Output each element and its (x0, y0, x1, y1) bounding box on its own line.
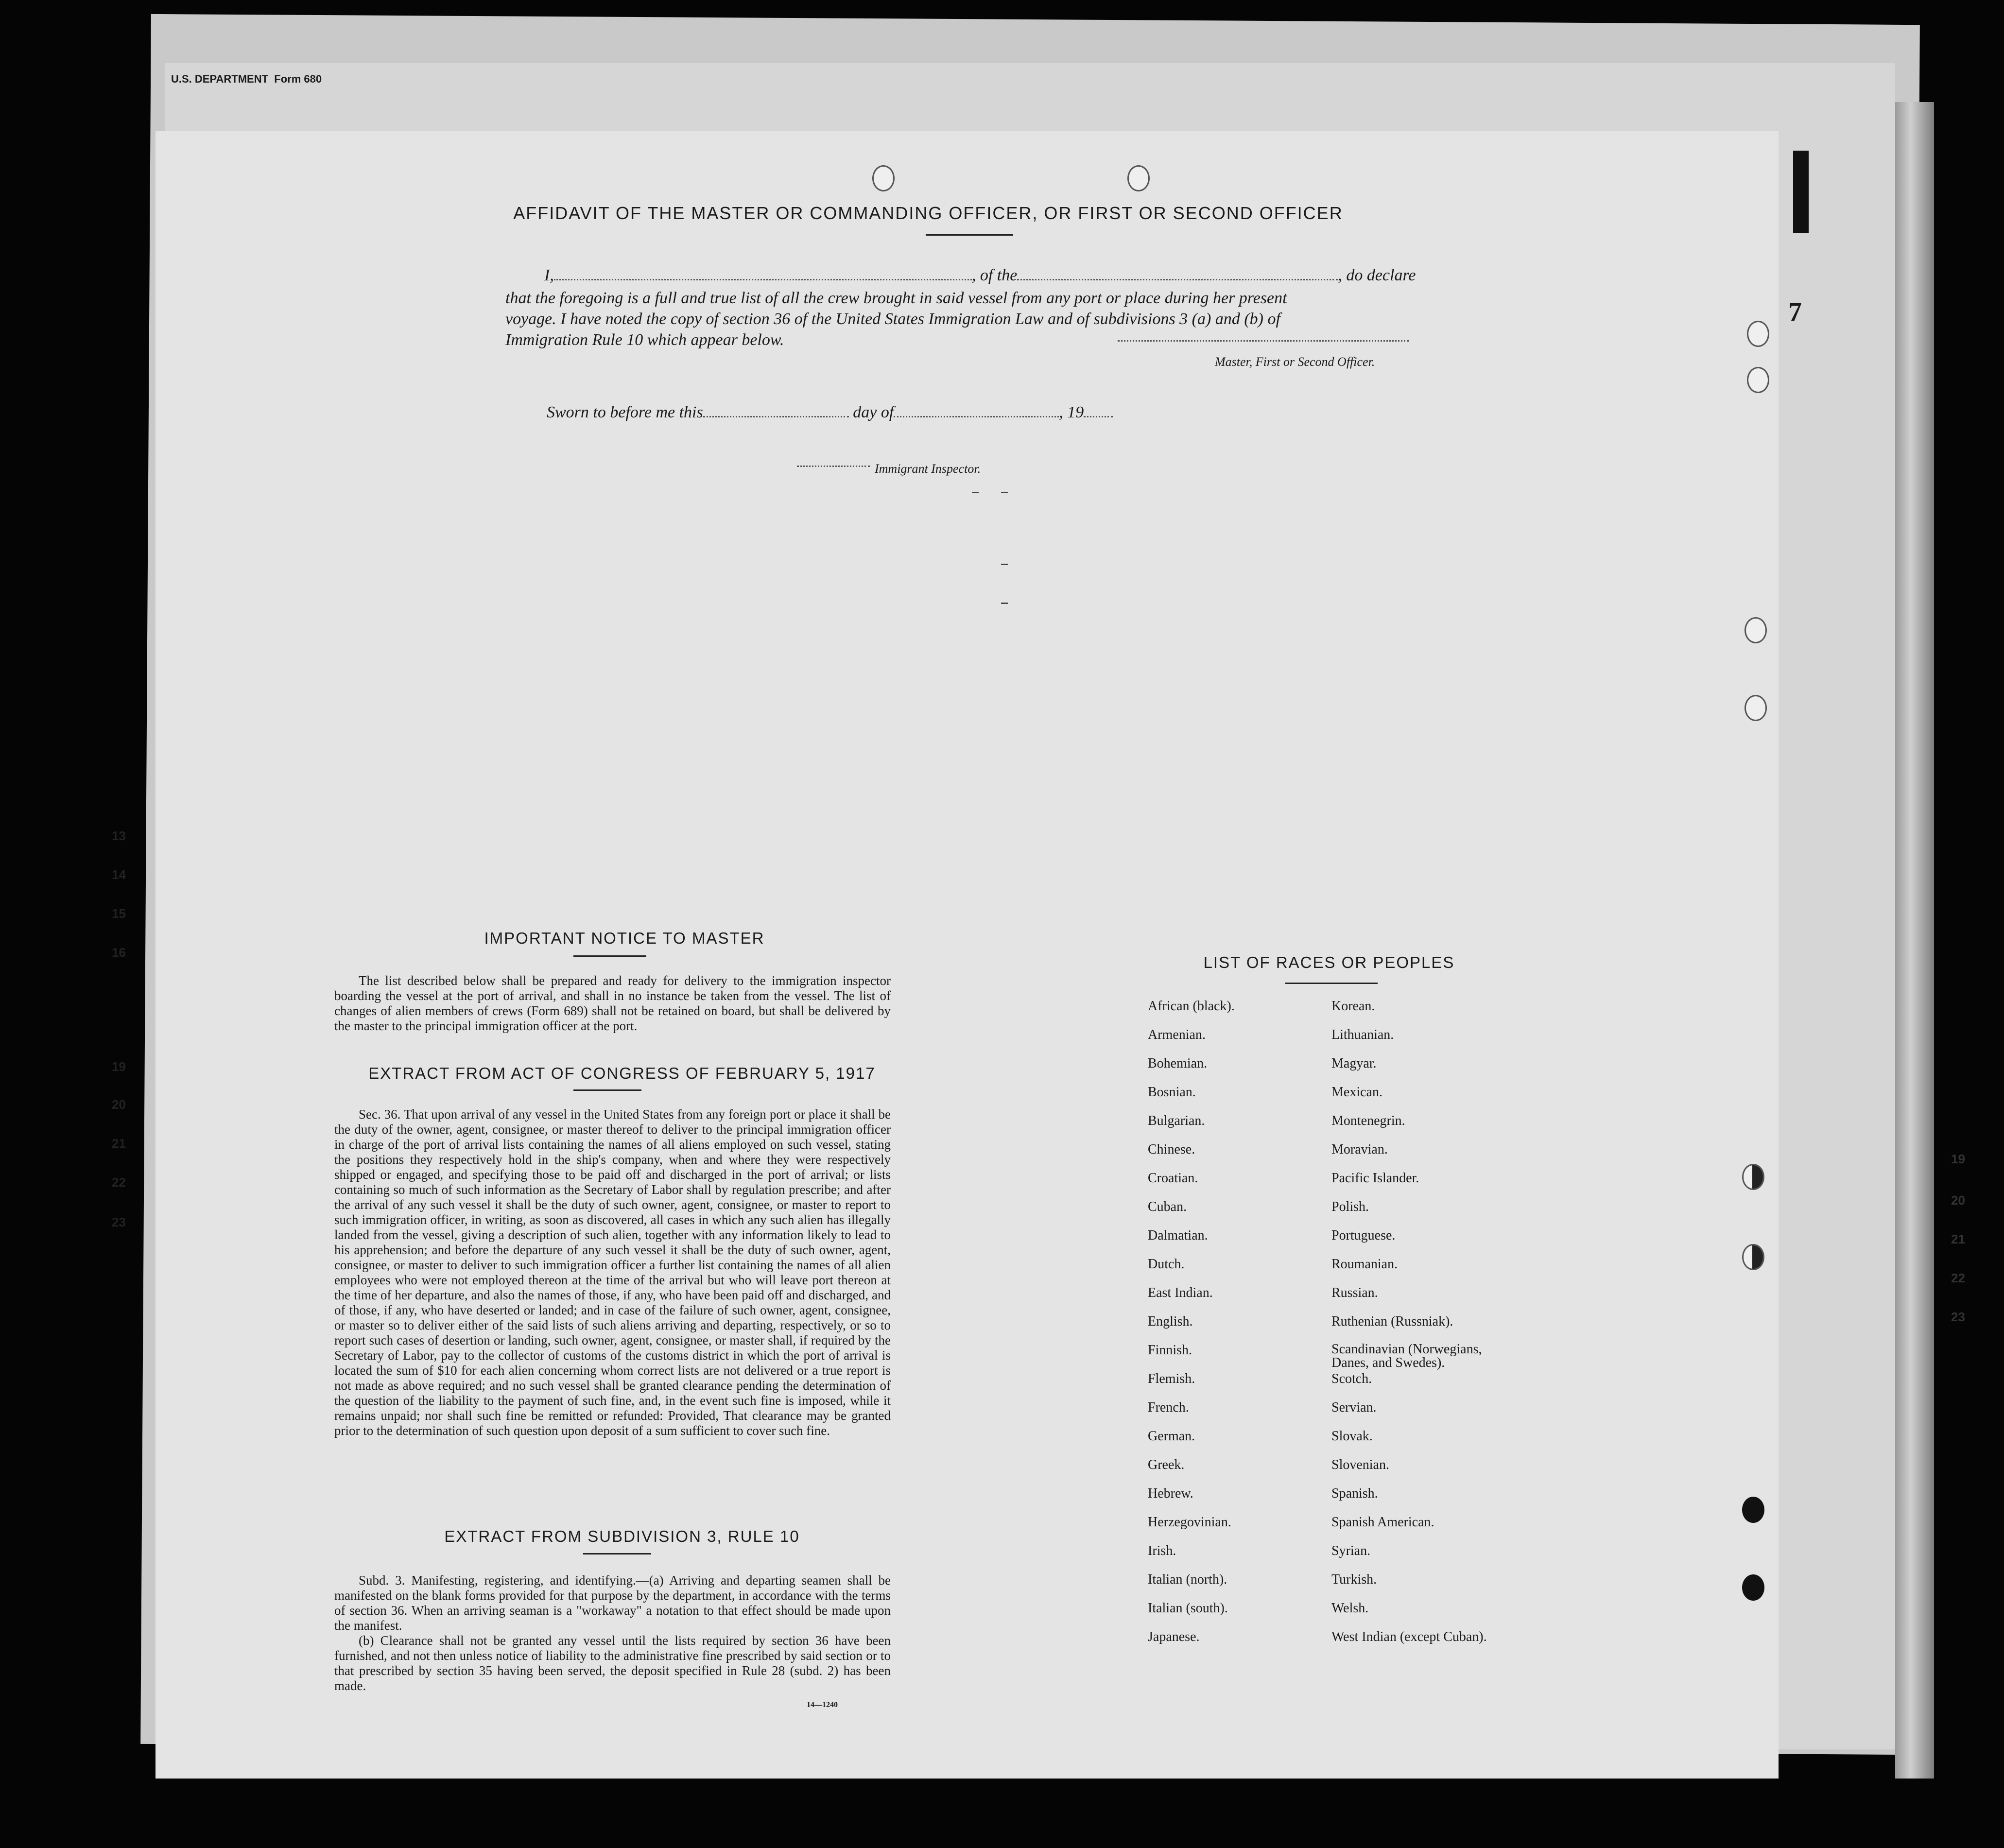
race-item: Lithuanian. (1331, 1027, 1394, 1042)
notice-text: The list described below shall be prepared and ready for delivery to the immigration inspector boarding the vessel at the port of arrival, and shall in no instance be taken from the vessel. The list of changes of alien members of crews (Form 689) shall not be retained on board, but shall be delivered by the master to the principal immigration officer at the port. (334, 973, 891, 1033)
punch-hole (1742, 1497, 1764, 1523)
sworn-year-blank[interactable] (1084, 416, 1113, 417)
race-item: Armenian. (1148, 1027, 1206, 1042)
race-item: African (black). (1148, 999, 1235, 1014)
race-item: Bulgarian. (1148, 1113, 1205, 1128)
race-item: Dutch. (1148, 1257, 1185, 1272)
affidavit-declaration: I, , of the , do declare (544, 266, 1416, 284)
tick-mark (1001, 603, 1008, 604)
race-item: Portuguese. (1331, 1228, 1396, 1243)
tick-mark (1001, 492, 1008, 493)
race-item: Pacific Islander. (1331, 1171, 1419, 1186)
affidavit-line-2: that the foregoing is a full and true list of all the crew brought in said vessel from any port or place during her present (505, 289, 1287, 307)
affidavit-line-3: voyage. I have noted the copy of section 36 of the United States Immigration Law and of subdivisions 3 (a) and (b) of (505, 310, 1280, 328)
race-item: German. (1148, 1429, 1195, 1444)
print-code: 14—1240 (807, 1701, 838, 1709)
act-text: Sec. 36. That upon arrival of any vessel in the United States from any foreign port or place it shall be the duty of the owner, agent, consignee, or master thereof to deliver to the principal immigration officer in charge of the port of arrival lists containing the names of all aliens employed on such vessel, stating the positions they respectively hold in the ship's company, when and where they were respectively shipped or engaged, and specifying those to be paid off and discharged in the port of arrival; or lists containing so much of such information as the Secretary of Labor shall by regulation prescribe; and after the arrival of any such vessel it shall be the duty of such owner, agent, consignee, or master to report to such immigration officer, in writing, as soon as discovered, all cases in which any such alien has illegally landed from the vessel, giving a description of such alien, together with any information likely to lead to his apprehension; and before the departure of any such vessel it shall be the duty of such owner, agent, consignee, or master to deliver to such immigration officer a further list containing the names of all alien employees who were not employed thereon at the time of the arrival but who will leave port thereon at the time of her departure, and also the names of those, if any, who have been paid off and discharged, and of those, if any, who have deserted or landed; and in case of the failure of such owner, agent, consignee, or master so to deliver either of the said lists of such aliens arriving and departing, respectively, or so to report such cases of desertion or landing, such owner, agent, consignee, or master shall, if required by the Secretary of Labor, pay to the collector of customs of the customs district in which the port of arrival is located the sum of $10 for each alien concerning whom correct lists are not delivered or a true report is not made as above required; and no such vessel shall be granted clearance pending the determination of the question of the liability to the payment of such fine, and, in the event such fine is imposed, while it remains unpaid; nor shall such fine be remitted or refunded: Provided, That clearance may be granted prior to the determination of such question upon deposit of a sum sufficient to cover such fine. (334, 1107, 891, 1438)
race-item: Scotch. (1331, 1371, 1372, 1386)
race-item: Cuban. (1148, 1199, 1187, 1214)
punch-hole (1747, 367, 1769, 393)
race-item: Moravian. (1331, 1142, 1388, 1157)
race-item: Spanish American. (1331, 1515, 1434, 1530)
margin-number: 23 (112, 1215, 126, 1229)
races-title: LIST OF RACES OR PEOPLES (1203, 953, 1455, 971)
race-item: Croatian. (1148, 1171, 1198, 1186)
title-rule (926, 234, 1013, 236)
punch-hole (872, 165, 895, 191)
race-item: English. (1148, 1314, 1193, 1329)
race-item: Dalmatian. (1148, 1228, 1208, 1243)
margin-number: 21 (1951, 1232, 1965, 1246)
race-item: Hebrew. (1148, 1486, 1193, 1501)
punch-hole (1745, 617, 1767, 643)
race-item: Russian. (1331, 1285, 1378, 1300)
binding-edge (1895, 102, 1934, 1779)
punch-hole (1745, 695, 1767, 721)
race-item: Italian (south). (1148, 1601, 1228, 1616)
race-item: Servian. (1331, 1400, 1377, 1415)
inspector-blank[interactable] (797, 466, 870, 467)
races-list (1148, 999, 1575, 1669)
races-right-column (1331, 999, 1536, 1658)
tick-mark (1001, 564, 1008, 565)
punch-hole (1742, 1574, 1764, 1601)
signature-blank[interactable] (1118, 340, 1409, 342)
sworn-day-blank[interactable] (703, 416, 849, 417)
race-item: Spanish. (1331, 1486, 1378, 1501)
corner-mark: 7 (1788, 297, 1802, 327)
race-item: Herzegovinian. (1148, 1515, 1231, 1530)
margin-number: 13 (112, 829, 126, 843)
rule-title: EXTRACT FROM SUBDIVISION 3, RULE 10 (444, 1527, 800, 1545)
margin-number: 20 (1951, 1193, 1965, 1208)
sworn-month-blank[interactable] (894, 416, 1059, 417)
margin-number: 22 (112, 1175, 126, 1190)
race-item: Greek. (1148, 1457, 1185, 1472)
race-item: French. (1148, 1400, 1189, 1415)
margin-number: 22 (1951, 1271, 1965, 1285)
tick-mark (972, 492, 979, 493)
race-item: Turkish. (1331, 1572, 1377, 1587)
margin-number: 20 (112, 1097, 126, 1112)
signature-label: Master, First or Second Officer. (1215, 355, 1375, 369)
punch-hole (1742, 1164, 1764, 1190)
form-number: U.S. DEPARTMENT Form 680 (171, 73, 322, 85)
race-item: Bohemian. (1148, 1056, 1208, 1071)
margin-number: 19 (112, 1059, 126, 1074)
race-item: Scandinavian (Norwegians, Danes, and Swedes). (1331, 1342, 1482, 1370)
vessel-blank[interactable] (1017, 279, 1338, 280)
race-item: Finnish. (1148, 1343, 1192, 1358)
punch-hole (1747, 321, 1769, 347)
race-item: Japanese. (1148, 1629, 1200, 1644)
notice-rule (573, 955, 646, 957)
race-item: West Indian (except Cuban). (1331, 1629, 1487, 1644)
margin-number: 15 (112, 906, 126, 921)
margin-number: 14 (112, 867, 126, 882)
race-item: Mexican. (1331, 1085, 1382, 1100)
affidavit-title: AFFIDAVIT OF THE MASTER OR COMMANDING OFFICER, OR FIRST OR SECOND OFFICER (513, 203, 1343, 223)
race-item: Korean. (1331, 999, 1375, 1014)
notice-title: IMPORTANT NOTICE TO MASTER (484, 929, 765, 947)
race-item: Slovenian. (1331, 1457, 1389, 1472)
race-item: Polish. (1331, 1199, 1369, 1214)
race-item: Roumanian. (1331, 1257, 1398, 1272)
punch-hole (1742, 1244, 1764, 1270)
race-item: Slovak. (1331, 1429, 1373, 1444)
race-item: Irish. (1148, 1543, 1176, 1558)
races-left-column (1148, 999, 1235, 1658)
name-blank[interactable] (554, 279, 972, 280)
rule-text: Subd. 3. Manifesting, registering, and identifying.—(a) Arriving and departing seamen shall be manifested on the blank forms provided for that purpose by the department, in accordance with the terms of section 36. When an arriving seaman is a "workaway" a notation to that effect should be made upon the manifest. (b) Clearance shall not be granted any vessel until the lists required by section 36 have been furnished, and not then unless notice of liability to the administrative fine prescribed by said section or to that prescribed by section 35 having been served, the deposit specified in Rule 28 (subd. 2) has been made. (334, 1573, 891, 1693)
margin-number: 16 (112, 945, 126, 960)
race-item: Bosnian. (1148, 1085, 1196, 1100)
affidavit-line-4: Immigration Rule 10 which appear below. (505, 331, 784, 349)
race-item: East Indian. (1148, 1285, 1213, 1300)
race-item: Italian (north). (1148, 1572, 1227, 1587)
race-item: Ruthenian (Russniak). (1331, 1314, 1453, 1329)
inspector-label: Immigrant Inspector. (875, 462, 981, 476)
margin-number: 21 (112, 1136, 126, 1151)
black-stamp-mark (1793, 151, 1809, 233)
race-item: Flemish. (1148, 1371, 1195, 1386)
rule-rule (583, 1553, 651, 1554)
margin-number: 19 (1951, 1152, 1965, 1166)
margin-number: 23 (1951, 1310, 1965, 1324)
sworn-line: Sworn to before me this day of , 19 (547, 403, 1113, 422)
act-title: EXTRACT FROM ACT OF CONGRESS OF FEBRUARY 5, 1917 (368, 1064, 876, 1082)
punch-hole (1127, 165, 1150, 191)
race-item: Welsh. (1331, 1601, 1369, 1616)
act-rule (573, 1089, 641, 1091)
races-rule (1285, 983, 1378, 984)
race-item: Magyar. (1331, 1056, 1377, 1071)
race-item: Montenegrin. (1331, 1113, 1405, 1128)
race-item: Chinese. (1148, 1142, 1195, 1157)
race-item: Syrian. (1331, 1543, 1371, 1558)
